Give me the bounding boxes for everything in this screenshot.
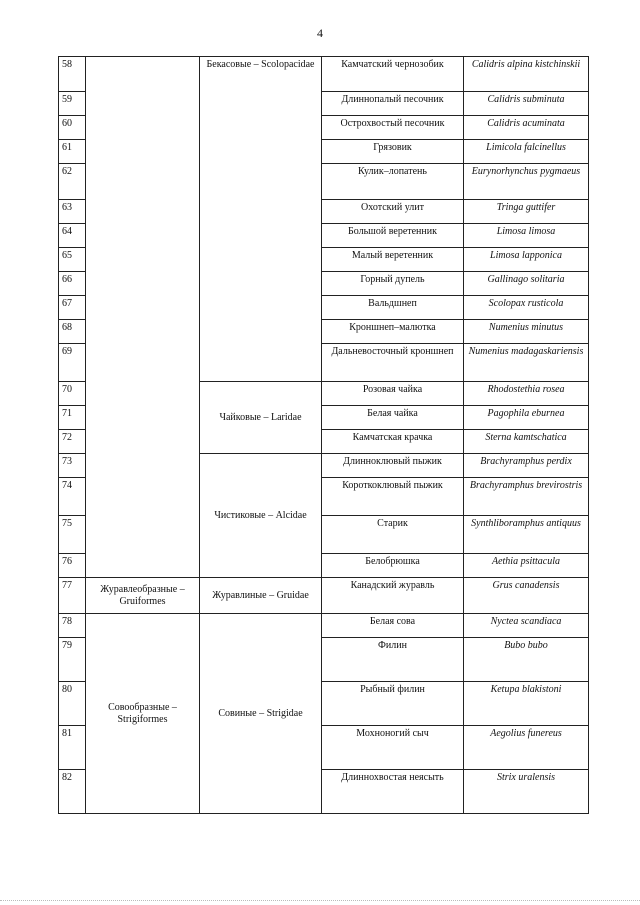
order-cell <box>86 57 200 578</box>
species-russian-name: Старик <box>322 516 464 554</box>
row-number: 59 <box>59 92 86 116</box>
family-cell: Бекасовые – Scolopacidae <box>200 57 322 382</box>
species-latin-name: Pagophila eburnea <box>464 406 589 430</box>
row-number: 68 <box>59 320 86 344</box>
species-latin-name: Scolopax rusticola <box>464 296 589 320</box>
species-latin-name: Numenius madagaskariensis <box>464 344 589 382</box>
species-russian-name: Вальдшнеп <box>322 296 464 320</box>
species-latin-name: Limicola falcinellus <box>464 140 589 164</box>
species-russian-name: Охотский улит <box>322 200 464 224</box>
row-number: 74 <box>59 478 86 516</box>
row-number: 78 <box>59 614 86 638</box>
page-bottom-rule <box>0 900 640 901</box>
family-cell: Совиные – Strigidae <box>200 614 322 814</box>
row-number: 80 <box>59 682 86 726</box>
row-number: 72 <box>59 430 86 454</box>
row-number: 63 <box>59 200 86 224</box>
species-latin-name: Aegolius funereus <box>464 726 589 770</box>
family-cell: Журавлиные – Gruidae <box>200 578 322 614</box>
table-row <box>59 578 589 614</box>
species-russian-name: Длиннохвостая неясыть <box>322 770 464 814</box>
species-latin-name: Eurynorhynchus pygmaeus <box>464 164 589 200</box>
species-table-body <box>59 57 589 814</box>
row-number: 81 <box>59 726 86 770</box>
species-latin-name: Calidris subminuta <box>464 92 589 116</box>
row-number: 79 <box>59 638 86 682</box>
species-russian-name: Кулик–лопатень <box>322 164 464 200</box>
row-number: 58 <box>59 57 86 92</box>
family-cell: Чистиковые – Alcidae <box>200 454 322 578</box>
species-table <box>58 56 589 814</box>
species-russian-name: Длиннопалый песочник <box>322 92 464 116</box>
row-number: 82 <box>59 770 86 814</box>
species-latin-name: Rhodostethia rosea <box>464 382 589 406</box>
species-latin-name: Ketupa blakistoni <box>464 682 589 726</box>
row-number: 67 <box>59 296 86 320</box>
row-number: 62 <box>59 164 86 200</box>
species-russian-name: Камчатская крачка <box>322 430 464 454</box>
table-row <box>59 614 589 638</box>
species-russian-name: Грязовик <box>322 140 464 164</box>
species-russian-name: Рыбный филин <box>322 682 464 726</box>
species-latin-name: Nyctea scandiaca <box>464 614 589 638</box>
species-latin-name: Gallinago solitaria <box>464 272 589 296</box>
row-number: 65 <box>59 248 86 272</box>
table-row <box>59 57 589 92</box>
species-latin-name: Brachyramphus brevirostris <box>464 478 589 516</box>
species-russian-name: Длинноклювый пыжик <box>322 454 464 478</box>
species-russian-name: Горный дупель <box>322 272 464 296</box>
family-cell: Чайковые – Laridae <box>200 382 322 454</box>
order-cell: Журавлеобразные – Gruiformes <box>86 578 200 614</box>
species-latin-name: Strix uralensis <box>464 770 589 814</box>
species-russian-name: Камчатский чернозобик <box>322 57 464 92</box>
species-russian-name: Кроншнеп–малютка <box>322 320 464 344</box>
page-number: 4 <box>317 26 323 40</box>
species-latin-name: Numenius minutus <box>464 320 589 344</box>
row-number: 76 <box>59 554 86 578</box>
row-number: 69 <box>59 344 86 382</box>
species-russian-name: Малый веретенник <box>322 248 464 272</box>
species-russian-name: Белая чайка <box>322 406 464 430</box>
species-russian-name: Розовая чайка <box>322 382 464 406</box>
species-latin-name: Limosa lapponica <box>464 248 589 272</box>
species-latin-name: Brachyramphus perdix <box>464 454 589 478</box>
row-number: 64 <box>59 224 86 248</box>
row-number: 70 <box>59 382 86 406</box>
row-number: 60 <box>59 116 86 140</box>
row-number: 75 <box>59 516 86 554</box>
species-russian-name: Мохноногий сыч <box>322 726 464 770</box>
species-latin-name: Calidris acuminata <box>464 116 589 140</box>
species-latin-name: Tringa guttifer <box>464 200 589 224</box>
species-russian-name: Белобрюшка <box>322 554 464 578</box>
species-latin-name: Bubo bubo <box>464 638 589 682</box>
species-latin-name: Aethia psittacula <box>464 554 589 578</box>
species-latin-name: Limosa limosa <box>464 224 589 248</box>
species-russian-name: Короткоклювый пыжик <box>322 478 464 516</box>
species-latin-name: Grus canadensis <box>464 578 589 614</box>
row-number: 71 <box>59 406 86 430</box>
species-latin-name: Calidris alpina kistchinskii <box>464 57 589 92</box>
row-number: 61 <box>59 140 86 164</box>
species-russian-name: Филин <box>322 638 464 682</box>
species-russian-name: Острохвостый песочник <box>322 116 464 140</box>
species-russian-name: Дальневосточный кроншнеп <box>322 344 464 382</box>
species-latin-name: Sterna kamtschatica <box>464 430 589 454</box>
species-russian-name: Белая сова <box>322 614 464 638</box>
order-cell: Совообразные – Strigiformes <box>86 614 200 814</box>
row-number: 77 <box>59 578 86 614</box>
row-number: 66 <box>59 272 86 296</box>
row-number: 73 <box>59 454 86 478</box>
species-russian-name: Канадский журавль <box>322 578 464 614</box>
species-russian-name: Большой веретенник <box>322 224 464 248</box>
species-latin-name: Synthliboramphus antiquus <box>464 516 589 554</box>
